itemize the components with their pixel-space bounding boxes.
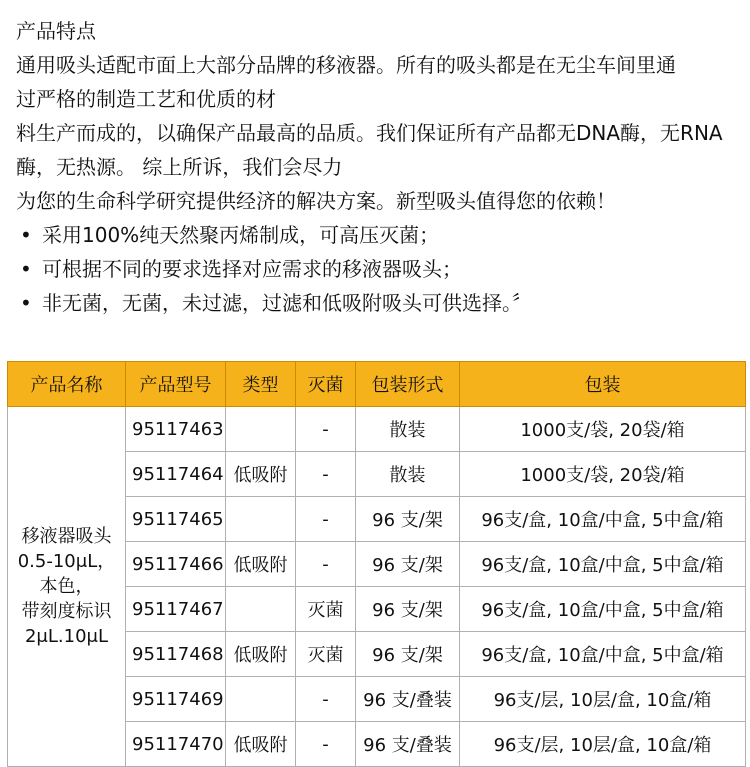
- product-name-line: 本色，: [39, 576, 94, 597]
- package-form-cell: 散装: [356, 452, 460, 497]
- features-heading: 产品特点: [16, 19, 96, 43]
- model-cell: 95117470: [126, 722, 226, 767]
- feature-bullet-text: 可根据不同的要求选择对应需求的移液器吸头；: [42, 257, 462, 281]
- type-cell: [226, 587, 296, 632]
- model-cell: 95117463: [126, 407, 226, 452]
- package-form-cell: 散装: [356, 407, 460, 452]
- bullet-icon: •: [20, 291, 32, 315]
- header-product-name: 产品名称: [8, 362, 126, 407]
- package-form-cell: 96 支/叠装: [356, 722, 460, 767]
- type-cell: [226, 677, 296, 722]
- type-cell: [226, 497, 296, 542]
- packing-cell: 96支/盒, 10盒/中盒, 5中盒/箱: [460, 542, 746, 587]
- feature-bullet: [16, 252, 744, 286]
- feature-bullet: [16, 286, 744, 320]
- intro-line: 过严格的制造工艺和优质的材: [16, 87, 276, 111]
- feature-bullet: [16, 218, 744, 252]
- packing-cell: 1000支/袋, 20袋/箱: [460, 452, 746, 497]
- packing-cell: 96支/层, 10层/盒, 10盒/箱: [460, 677, 746, 722]
- header-model: 产品型号: [126, 362, 226, 407]
- sterile-cell: -: [296, 542, 356, 587]
- packing-cell: 96支/盒, 10盒/中盒, 5中盒/箱: [460, 632, 746, 677]
- packing-cell: 96支/盒, 10盒/中盒, 5中盒/箱: [460, 497, 746, 542]
- sterile-cell: -: [296, 677, 356, 722]
- model-cell: 95117468: [126, 632, 226, 677]
- product-name-line: 带刻度标识: [21, 601, 112, 622]
- packing-cell: 96支/层, 10层/盒, 10盒/箱: [460, 722, 746, 767]
- sterile-cell: -: [296, 452, 356, 497]
- header-sterile: 灭菌: [296, 362, 356, 407]
- product-name-cell: [8, 407, 126, 767]
- product-name-line: 移液器吸头: [21, 526, 112, 547]
- package-form-cell: 96 支/架: [356, 497, 460, 542]
- type-cell: 低吸附: [226, 542, 296, 587]
- sterile-cell: 灭菌: [296, 587, 356, 632]
- package-form-cell: 96 支/架: [356, 632, 460, 677]
- intro-line: 酶，无热源。 综上所诉，我们会尽力: [16, 155, 343, 179]
- model-cell: 95117469: [126, 677, 226, 722]
- product-features-section: [16, 14, 744, 320]
- type-cell: 低吸附: [226, 632, 296, 677]
- feature-bullet-text: 非无菌，无菌，未过滤，过滤和低吸附吸头可供选择。〞: [42, 291, 532, 315]
- header-packing: 包装: [460, 362, 746, 407]
- model-cell: 95117467: [126, 587, 226, 632]
- product-name-line: 0.5-10μL，: [17, 551, 116, 572]
- sterile-cell: -: [296, 407, 356, 452]
- product-spec-table: [7, 361, 746, 767]
- header-type: 类型: [226, 362, 296, 407]
- feature-bullet-text: 采用100%纯天然聚丙烯制成，可高压灭菌；: [42, 223, 440, 247]
- intro-line: 料生产而成的，以确保产品最高的品质。我们保证所有产品都无DNA酶，无RNA: [16, 121, 723, 145]
- type-cell: 低吸附: [226, 452, 296, 497]
- bullet-icon: •: [20, 257, 32, 281]
- intro-line: 为您的生命科学研究提供经济的解决方案。新型吸头值得您的依赖！: [16, 189, 616, 213]
- package-form-cell: 96 支/叠装: [356, 677, 460, 722]
- packing-cell: 1000支/袋, 20袋/箱: [460, 407, 746, 452]
- type-cell: [226, 407, 296, 452]
- model-cell: 95117464: [126, 452, 226, 497]
- product-name-line: 2μL.10μL: [24, 626, 109, 647]
- sterile-cell: -: [296, 497, 356, 542]
- sterile-cell: -: [296, 722, 356, 767]
- table-header-row: [8, 362, 746, 407]
- type-cell: 低吸附: [226, 722, 296, 767]
- table-row: [8, 407, 746, 452]
- model-cell: 95117466: [126, 542, 226, 587]
- packing-cell: 96支/盒, 10盒/中盒, 5中盒/箱: [460, 587, 746, 632]
- intro-line: 通用吸头适配市面上大部分品牌的移液器。所有的吸头都是在无尘车间里通: [16, 53, 676, 77]
- bullet-icon: •: [20, 223, 32, 247]
- header-package-form: 包装形式: [356, 362, 460, 407]
- model-cell: 95117465: [126, 497, 226, 542]
- sterile-cell: 灭菌: [296, 632, 356, 677]
- package-form-cell: 96 支/架: [356, 587, 460, 632]
- package-form-cell: 96 支/架: [356, 542, 460, 587]
